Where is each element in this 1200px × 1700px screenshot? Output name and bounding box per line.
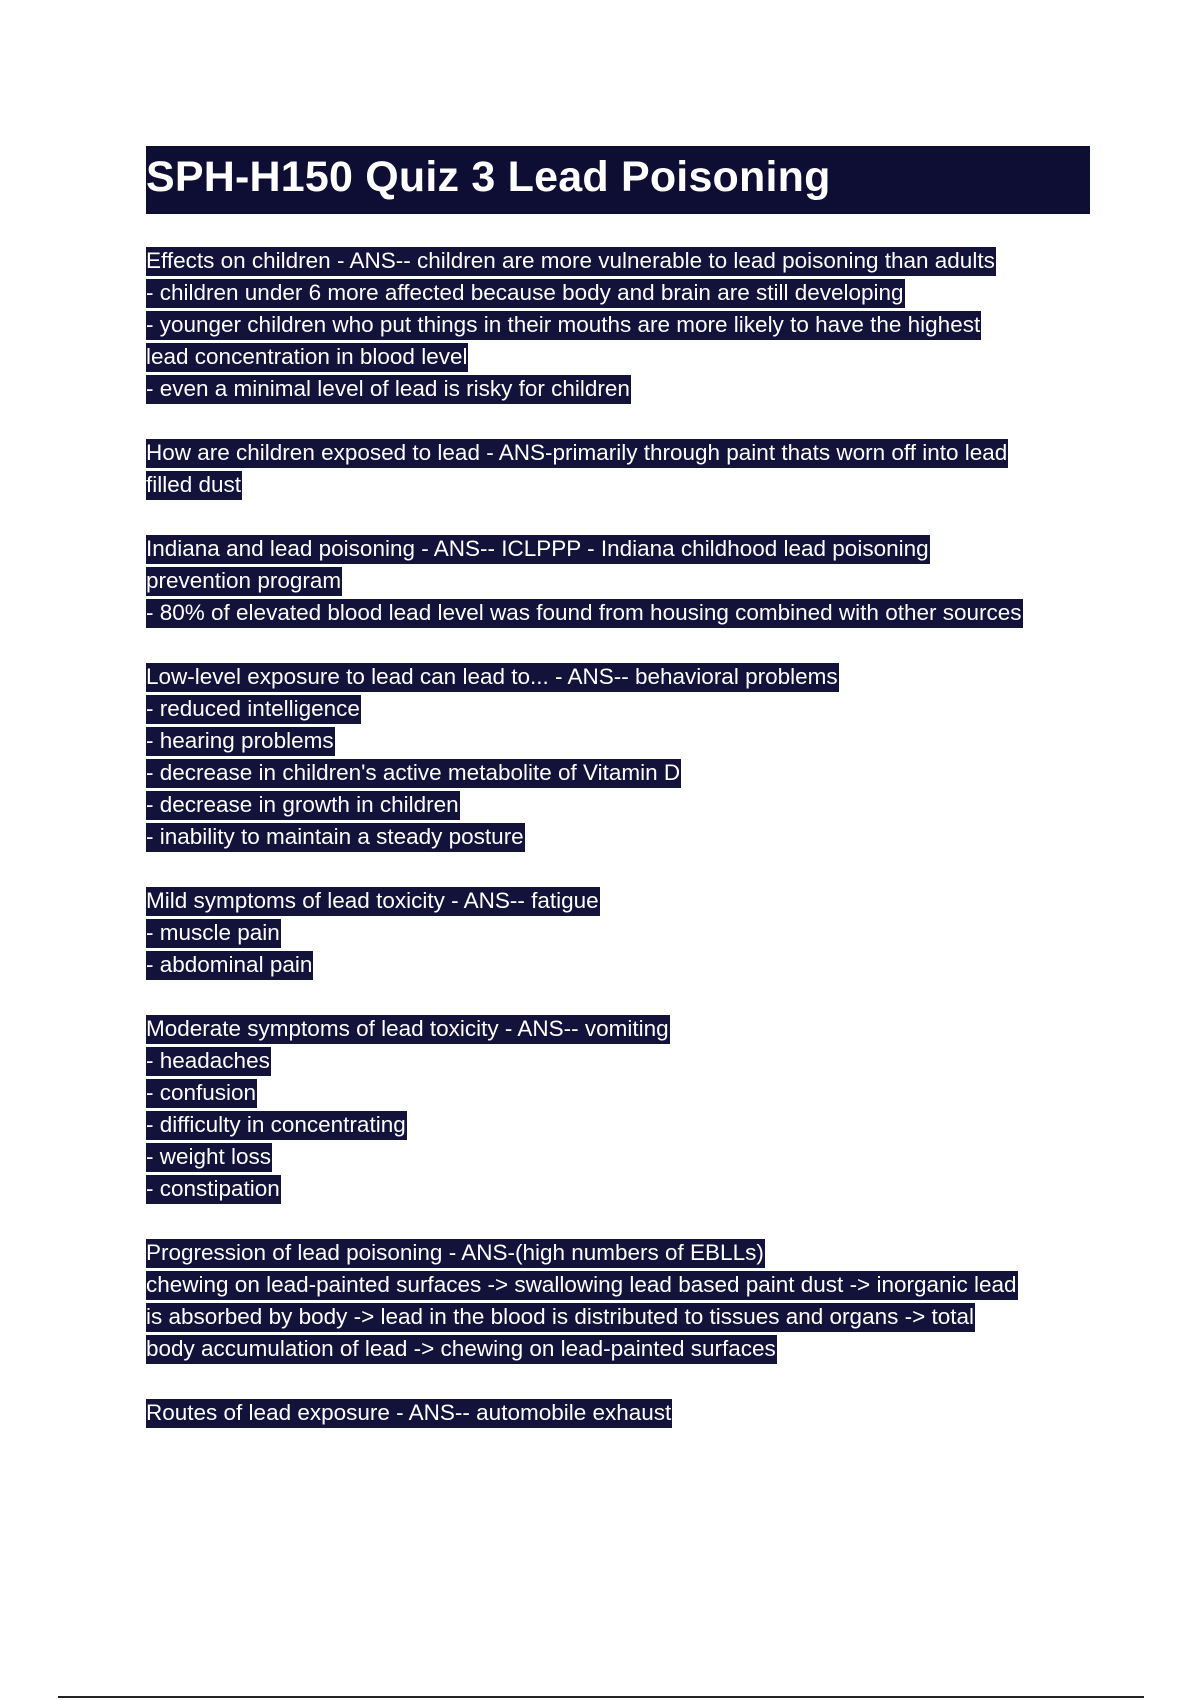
- entry-text-line: body accumulation of lead -> chewing on lead-painted surfaces: [146, 1335, 777, 1364]
- entry-text-line: - constipation: [146, 1175, 281, 1204]
- document-title: SPH-H150 Quiz 3 Lead Poisoning: [146, 152, 831, 201]
- entry-text-line: - 80% of elevated blood lead level was found from housing combined with other sources: [146, 599, 1023, 628]
- document-title-bar: [146, 146, 1090, 214]
- entry-text-line: - children under 6 more affected because body and brain are still developing: [146, 279, 905, 308]
- page-bottom-rule: [58, 1696, 1144, 1698]
- entry-text-line: Low-level exposure to lead can lead to... - ANS-- behavioral problems: [146, 663, 839, 692]
- entry-text-line: Mild symptoms of lead toxicity - ANS-- fatigue: [146, 887, 600, 916]
- qa-entry: [146, 245, 1090, 405]
- entry-text-line: Indiana and lead poisoning - ANS-- ICLPPP - Indiana childhood lead poisoning: [146, 535, 930, 564]
- qa-entry: [146, 1013, 1090, 1205]
- entry-text-line: - younger children who put things in their mouths are more likely to have the highest: [146, 311, 981, 340]
- entry-text-line: - abdominal pain: [146, 951, 313, 980]
- entry-text-line: filled dust: [146, 471, 242, 500]
- entry-text-line: - reduced intelligence: [146, 695, 361, 724]
- entry-text-line: How are children exposed to lead - ANS-primarily through paint thats worn off into lead: [146, 439, 1008, 468]
- entry-text-line: Progression of lead poisoning - ANS-(high numbers of EBLLs): [146, 1239, 765, 1268]
- qa-entry: [146, 1397, 1090, 1429]
- entry-text-line: lead concentration in blood level: [146, 343, 468, 372]
- entry-text-line: Moderate symptoms of lead toxicity - ANS-- vomiting: [146, 1015, 670, 1044]
- entry-text-line: chewing on lead-painted surfaces -> swallowing lead based paint dust -> inorganic lead: [146, 1271, 1018, 1300]
- entry-text-line: Routes of lead exposure - ANS-- automobile exhaust: [146, 1399, 672, 1428]
- entry-text-line: is absorbed by body -> lead in the blood is distributed to tissues and organs -> total: [146, 1303, 975, 1332]
- qa-entry: [146, 885, 1090, 981]
- entry-text-line: - confusion: [146, 1079, 257, 1108]
- document-content: [146, 245, 1090, 1429]
- entry-text-line: - decrease in children's active metabolite of Vitamin D: [146, 759, 681, 788]
- entry-text-line: Effects on children - ANS-- children are more vulnerable to lead poisoning than adults: [146, 247, 996, 276]
- entry-text-line: - hearing problems: [146, 727, 335, 756]
- qa-entry: [146, 661, 1090, 853]
- entry-text-line: - inability to maintain a steady posture: [146, 823, 525, 852]
- entry-text-line: - muscle pain: [146, 919, 281, 948]
- entry-text-line: - decrease in growth in children: [146, 791, 460, 820]
- entry-text-line: - headaches: [146, 1047, 271, 1076]
- entry-text-line: - difficulty in concentrating: [146, 1111, 407, 1140]
- qa-entry: [146, 1237, 1090, 1365]
- qa-entry: [146, 437, 1090, 501]
- document-page: [146, 146, 1090, 1461]
- entry-text-line: - weight loss: [146, 1143, 272, 1172]
- qa-entry: [146, 533, 1090, 629]
- entry-text-line: prevention program: [146, 567, 342, 596]
- entry-text-line: - even a minimal level of lead is risky for children: [146, 375, 631, 404]
